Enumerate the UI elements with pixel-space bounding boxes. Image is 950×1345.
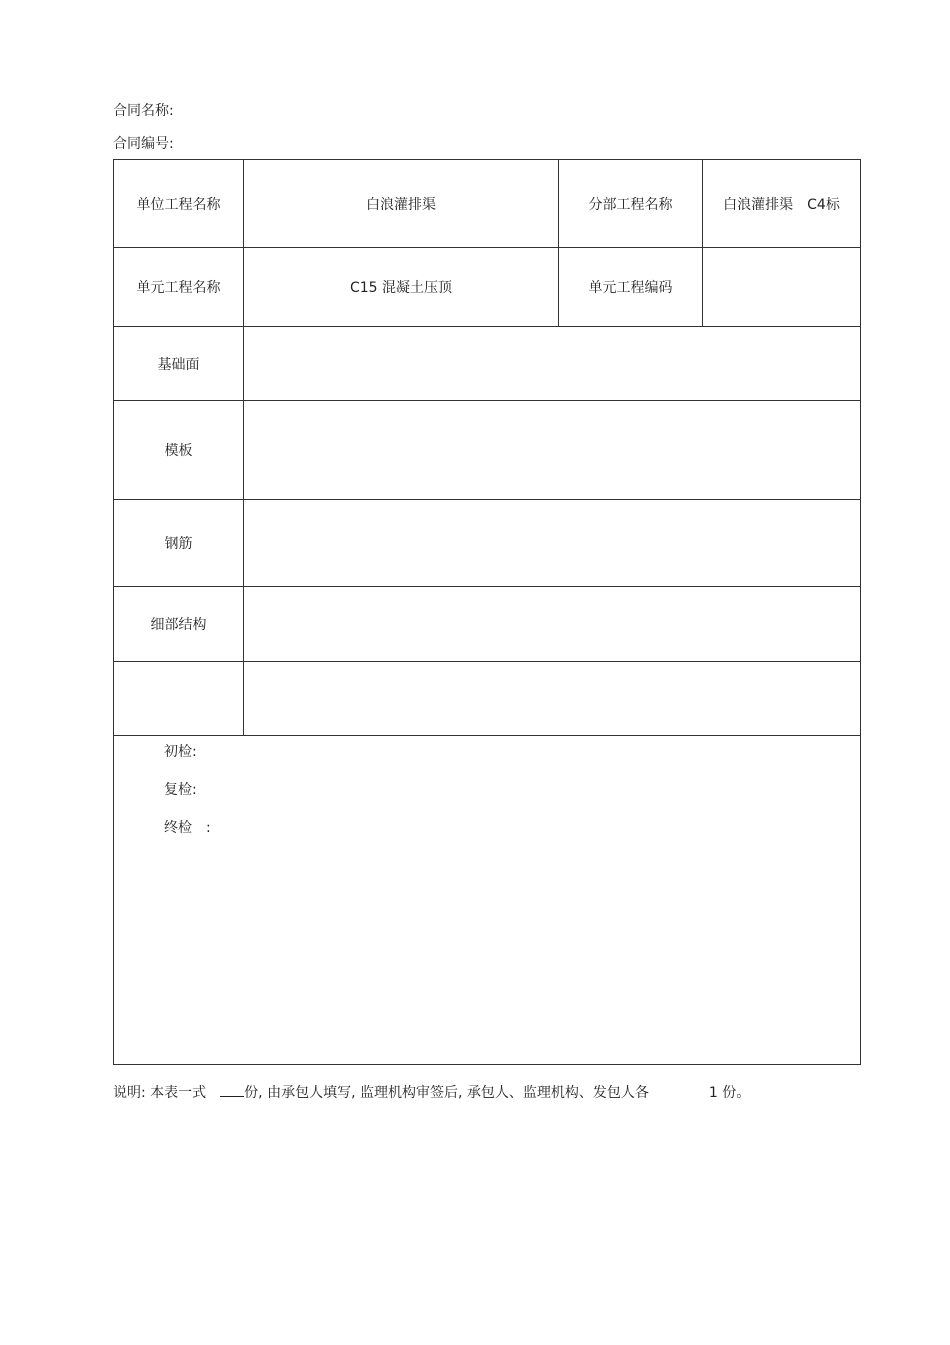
element-code-value (703, 248, 861, 327)
table-row (114, 662, 861, 736)
table-row (114, 401, 861, 500)
element-project-label: 单元工程名称 (114, 248, 244, 327)
footnote (113, 1082, 750, 1102)
contract-number-label: 合同编号: (113, 136, 174, 152)
first-inspection-label: 初检: (164, 744, 197, 760)
unit-project-label: 单位工程名称 (114, 160, 244, 248)
sub-project-label: 分部工程名称 (559, 160, 703, 248)
detail-structure-label: 细部结构 (114, 587, 244, 662)
copies-blank (220, 1082, 244, 1097)
final-inspection-label: 终检 : (164, 820, 211, 836)
formwork-label: 模板 (114, 401, 244, 500)
table-row (114, 736, 861, 1065)
footnote-part1: 说明: 本表一式 (113, 1085, 207, 1101)
blank-row-label (114, 662, 244, 736)
inspection-form-table (113, 159, 861, 1065)
rebar-value (244, 500, 861, 587)
foundation-label: 基础面 (114, 327, 244, 401)
table-row (114, 248, 861, 327)
detail-structure-value (244, 587, 861, 662)
contract-name-label: 合同名称: (113, 103, 174, 119)
inspection-cell (114, 736, 861, 1065)
element-project-value: C15 混凝土压顶 (244, 248, 559, 327)
table-row (114, 500, 861, 587)
footnote-part2: 份, 由承包人填写, 监理机构审签后, 承包人、监理机构、发包人各 (244, 1085, 649, 1101)
element-code-label: 单元工程编码 (559, 248, 703, 327)
sub-project-value: 白浪灌排渠 C4标 (703, 160, 861, 248)
rebar-label: 钢筋 (114, 500, 244, 587)
blank-row-value (244, 662, 861, 736)
footnote-part3: 1 份。 (708, 1085, 751, 1101)
table-row (114, 587, 861, 662)
unit-project-value: 白浪灌排渠 (244, 160, 559, 248)
second-inspection-label: 复检: (164, 782, 197, 798)
formwork-value (244, 401, 861, 500)
foundation-value (244, 327, 861, 401)
table-row (114, 160, 861, 248)
table-row (114, 327, 861, 401)
